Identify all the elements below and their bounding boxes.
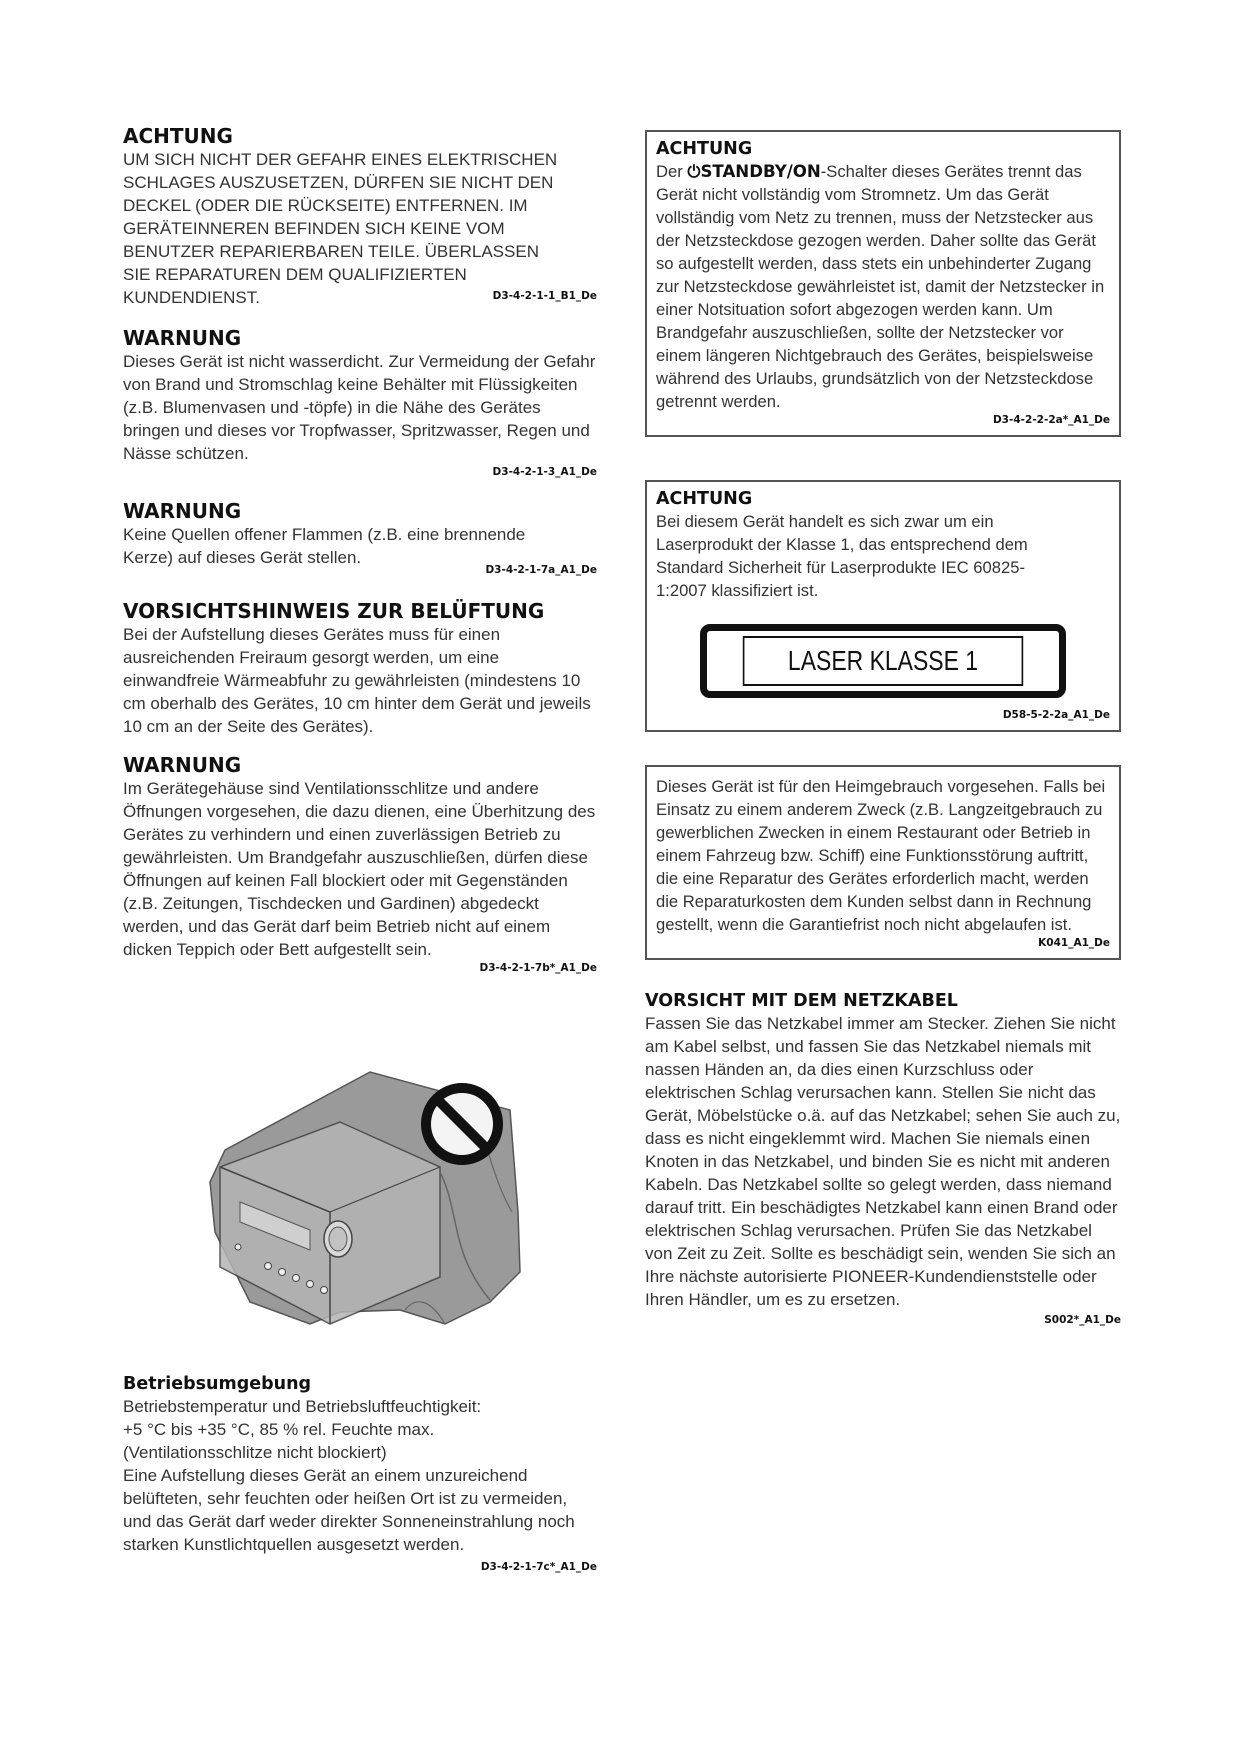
section-power-cord: [645, 990, 1121, 1327]
reference-code: S002*_A1_De: [1044, 1314, 1121, 1326]
reference-code: D3-4-2-1-3_A1_De: [492, 466, 597, 478]
section-operating-environment: [123, 1373, 597, 1574]
body-text: Betriebstemperatur und Betriebsluftfeuchtigkeit:: [123, 1397, 482, 1416]
text-prefix: Der: [656, 162, 688, 181]
body-text: [656, 160, 1110, 413]
heading: VORSICHT MIT DEM NETZKABEL: [645, 991, 958, 1011]
heading: WARNUNG: [123, 753, 242, 777]
body-text: UM SICH NICHT DER GEFAHR EINES ELEKTRISCHEN SCHLAGES AUSZUSETZEN, DÜRFEN SIE NICHT DEN DECKEL (ODER DIE RÜCKSEITE) ENTFERNEN. IM GERÄTEINNEREN BEFINDEN SICH KEINE VOM BENUTZER REPARIERBAREN TEILE. ÜBERLASSEN SIE REPARATUREN DEM QUALIFIZIERTEN KUNDENDIENST.: [123, 150, 558, 307]
left-column: [123, 124, 597, 975]
heading: Betriebsumgebung: [123, 1374, 312, 1394]
reference-code: D58-5-2-2a_A1_De: [1002, 709, 1110, 721]
body-text: Im Gerätegehäuse sind Ventilationsschlitze und andere Öffnungen vorgesehen, die dazu dienen, eine Überhitzung des Gerätes zu verhindern und einen zuverlässigen Betrieb zu gewährleisten. Um Brandgefahr auszuschließen, dürfen diese Öffnungen auf keinen Fall blockiert oder mit Gegenständen (z.B. Zeitungen, Tischdecken und Gardinen) abgedeckt werden, und das Gerät darf beim Betrieb nicht auf einem dicken Teppich oder Bett aufgestellt sein.: [123, 779, 596, 959]
section-warnung-water: [123, 326, 597, 479]
laser-class-label: [700, 624, 1066, 698]
heading: ACHTUNG: [123, 124, 233, 148]
reference-code: D3-4-2-1-1_B1_De: [492, 290, 597, 302]
body-text: Dieses Gerät ist nicht wasserdicht. Zur Vermeidung der Gefahr von Brand und Stromschlag keine Behälter mit Flüssigkeiten (z.B. Blumenvasen und -töpfe) in die Nähe des Gerätes bringen und dieses vor Tropfwasser, Spritzwasser, Regen und Nässe schützen.: [123, 352, 596, 463]
body-text: +5 °C bis +35 °C, 85 % rel. Feuchte max.: [123, 1420, 435, 1439]
section-ventilation: [123, 599, 597, 738]
section-warnung-openings: [123, 753, 597, 975]
laser-class-text: LASER KLASSE 1: [743, 636, 1023, 686]
heading: WARNUNG: [123, 326, 242, 350]
right-column: [645, 130, 1121, 1327]
body-text: Dieses Gerät ist für den Heimgebrauch vorgesehen. Falls bei Einsatz zu einem anderem Zweck (z.B. Langzeitgebrauch zu gewerblichen Zwecken in einem Restaurant oder Betrieb in einem Fahrzeug bzw. Schiff) eine Funktionsstörung auftritt, die eine Reparatur des Gerätes erforderlich macht, werden die Reparaturkosten dem Kunden selbst dann in Rechnung gestellt, wenn die Garantiefrist noch nicht abgelaufen ist.: [656, 777, 1106, 934]
box-home-use: [645, 765, 1121, 960]
box-achtung-laser: [645, 480, 1121, 732]
section-achtung-electric: [123, 124, 597, 307]
standby-on-label: ⏻STANDBY/ON: [687, 162, 821, 181]
body-text: Bei diesem Gerät handelt es sich zwar um ein Laserprodukt der Klasse 1, das entsprechend dem Standard Sicherheit für Laserprodukte IEC 60825-1:2007 klassifiziert ist.: [656, 512, 1028, 600]
section-warnung-flames: [123, 499, 597, 577]
body-text: Bei der Aufstellung dieses Gerätes muss für einen ausreichenden Freiraum gesorgt werden, um eine einwandfreie Wärmeabfuhr zu gewährleisten (mindestens 10 cm oberhalb des Gerätes, 10 cm hinter dem Gerät und jeweils 10 cm an der Seite des Gerätes).: [123, 625, 591, 736]
heading: VORSICHTSHINWEIS ZUR BELÜFTUNG: [123, 599, 545, 623]
reference-code: D3-4-2-1-7c*_A1_De: [480, 1561, 597, 1573]
body-text: (Ventilationsschlitze nicht blockiert): [123, 1443, 387, 1462]
text-rest: -Schalter dieses Gerätes trennt das Gerät nicht vollständig vom Stromnetz. Um das Gerät vollständig vom Netz zu trennen, muss der Netzstecker aus der Netzsteckdose gezogen werden. Daher sollte das Gerät so aufgestellt werden, dass stets ein unbehinderter Zugang zur Netzsteckdose gewährleistet ist, damit der Netzstecker in einer Notsituation sofort abgezogen werden kann. Um Brandgefahr auszuschließen, sollte der Netzstecker vor einem längeren Nichtgebrauch des Gerätes, beispielsweise während des Urlaubs, grundsätzlich von der Netzsteckdose getrennt werden.: [656, 162, 1105, 411]
body-text: Eine Aufstellung dieses Gerät an einem unzureichend belüfteten, sehr feuchten oder heißen Ort ist zu vermeiden, und das Gerät darf weder direkter Sonneneinstrahlung noch starken Kunstlichtquellen ausgesetzt werden.: [123, 1466, 575, 1554]
reference-code: D3-4-2-1-7b*_A1_De: [479, 962, 597, 974]
box-achtung-standby: [645, 130, 1121, 437]
heading: ACHTUNG: [656, 139, 753, 159]
reference-code: D3-4-2-2-2a*_A1_De: [992, 414, 1110, 426]
body-text: Fassen Sie das Netzkabel immer am Stecker. Ziehen Sie nicht am Kabel selbst, und fassen Sie das Netzkabel niemals mit nassen Händen an, da dies einen Kurzschluss oder elektrischen Schlag verursachen kann. Stellen Sie nicht das Gerät, Möbelstücke o.ä. auf das Netzkabel; sehen Sie auch zu, dass es nicht eingeklemmt wird. Machen Sie niemals einen Knoten in das Netzkabel, und binden Sie es nicht mit anderen Kabeln. Das Netzkabel sollte so gelegt werden, dass niemand darauf tritt. Ein beschädigtes Netzkabel kann einen Brand oder elektrischen Schlag verursachen. Prüfen Sie das Netzkabel von Zeit zu Zeit. Sollte es beschädigt sein, wenden Sie sich an Ihre nächste autorisierte PIONEER-Kundendienststelle oder Ihren Händler, um es zu ersetzen.: [645, 1014, 1121, 1309]
reference-code: K041_A1_De: [1038, 937, 1110, 949]
body-text: Keine Quellen offener Flammen (z.B. eine brennende Kerze) auf dieses Gerät stellen.: [123, 525, 526, 567]
heading: ACHTUNG: [656, 489, 753, 509]
reference-code: D3-4-2-1-7a_A1_De: [485, 564, 597, 576]
covered-device-illustration: [190, 1062, 530, 1337]
heading: WARNUNG: [123, 499, 242, 523]
device-covered-with-cloth-image: [190, 1062, 530, 1337]
